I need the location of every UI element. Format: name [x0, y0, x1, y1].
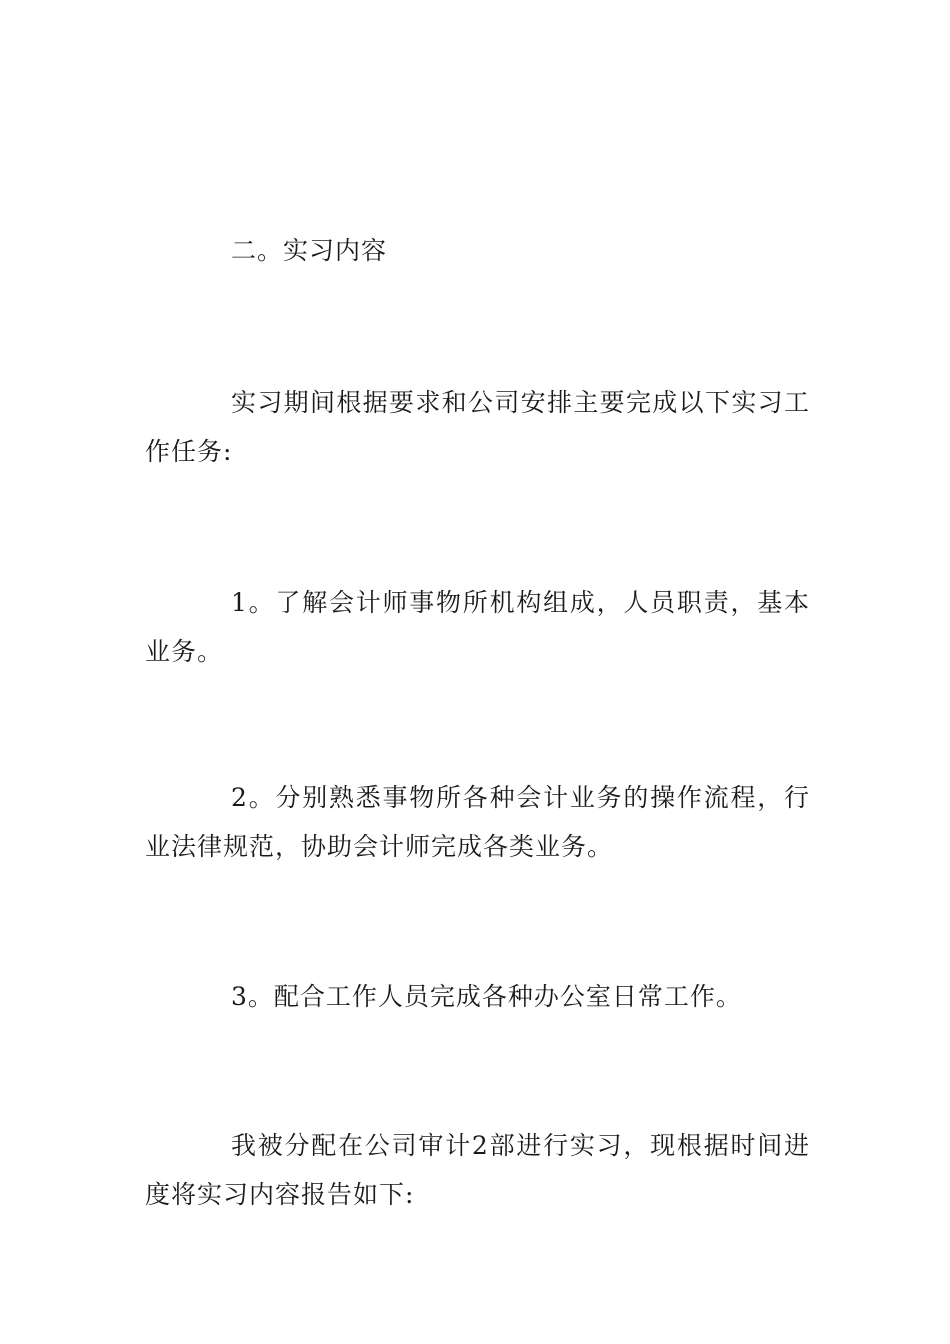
paragraph-intro: 实习期间根据要求和公司安排主要完成以下实习工作任务: — [145, 388, 810, 466]
section-heading: 二。实习内容 — [231, 236, 388, 265]
paragraph-task-3: 3。配合工作人员完成各种办公室日常工作。 — [231, 982, 742, 1011]
paragraph-task-2: 2。分别熟悉事物所各种会计业务的操作流程，行业法律规范，协助会计师完成各类业务。 — [145, 783, 810, 861]
paragraph-task-1: 1。了解会计师事物所机构组成，人员职责，基本业务。 — [145, 588, 810, 666]
paragraph-assignment: 我被分配在公司审计2部进行实习，现根据时间进度将实习内容报告如下: — [145, 1131, 810, 1209]
